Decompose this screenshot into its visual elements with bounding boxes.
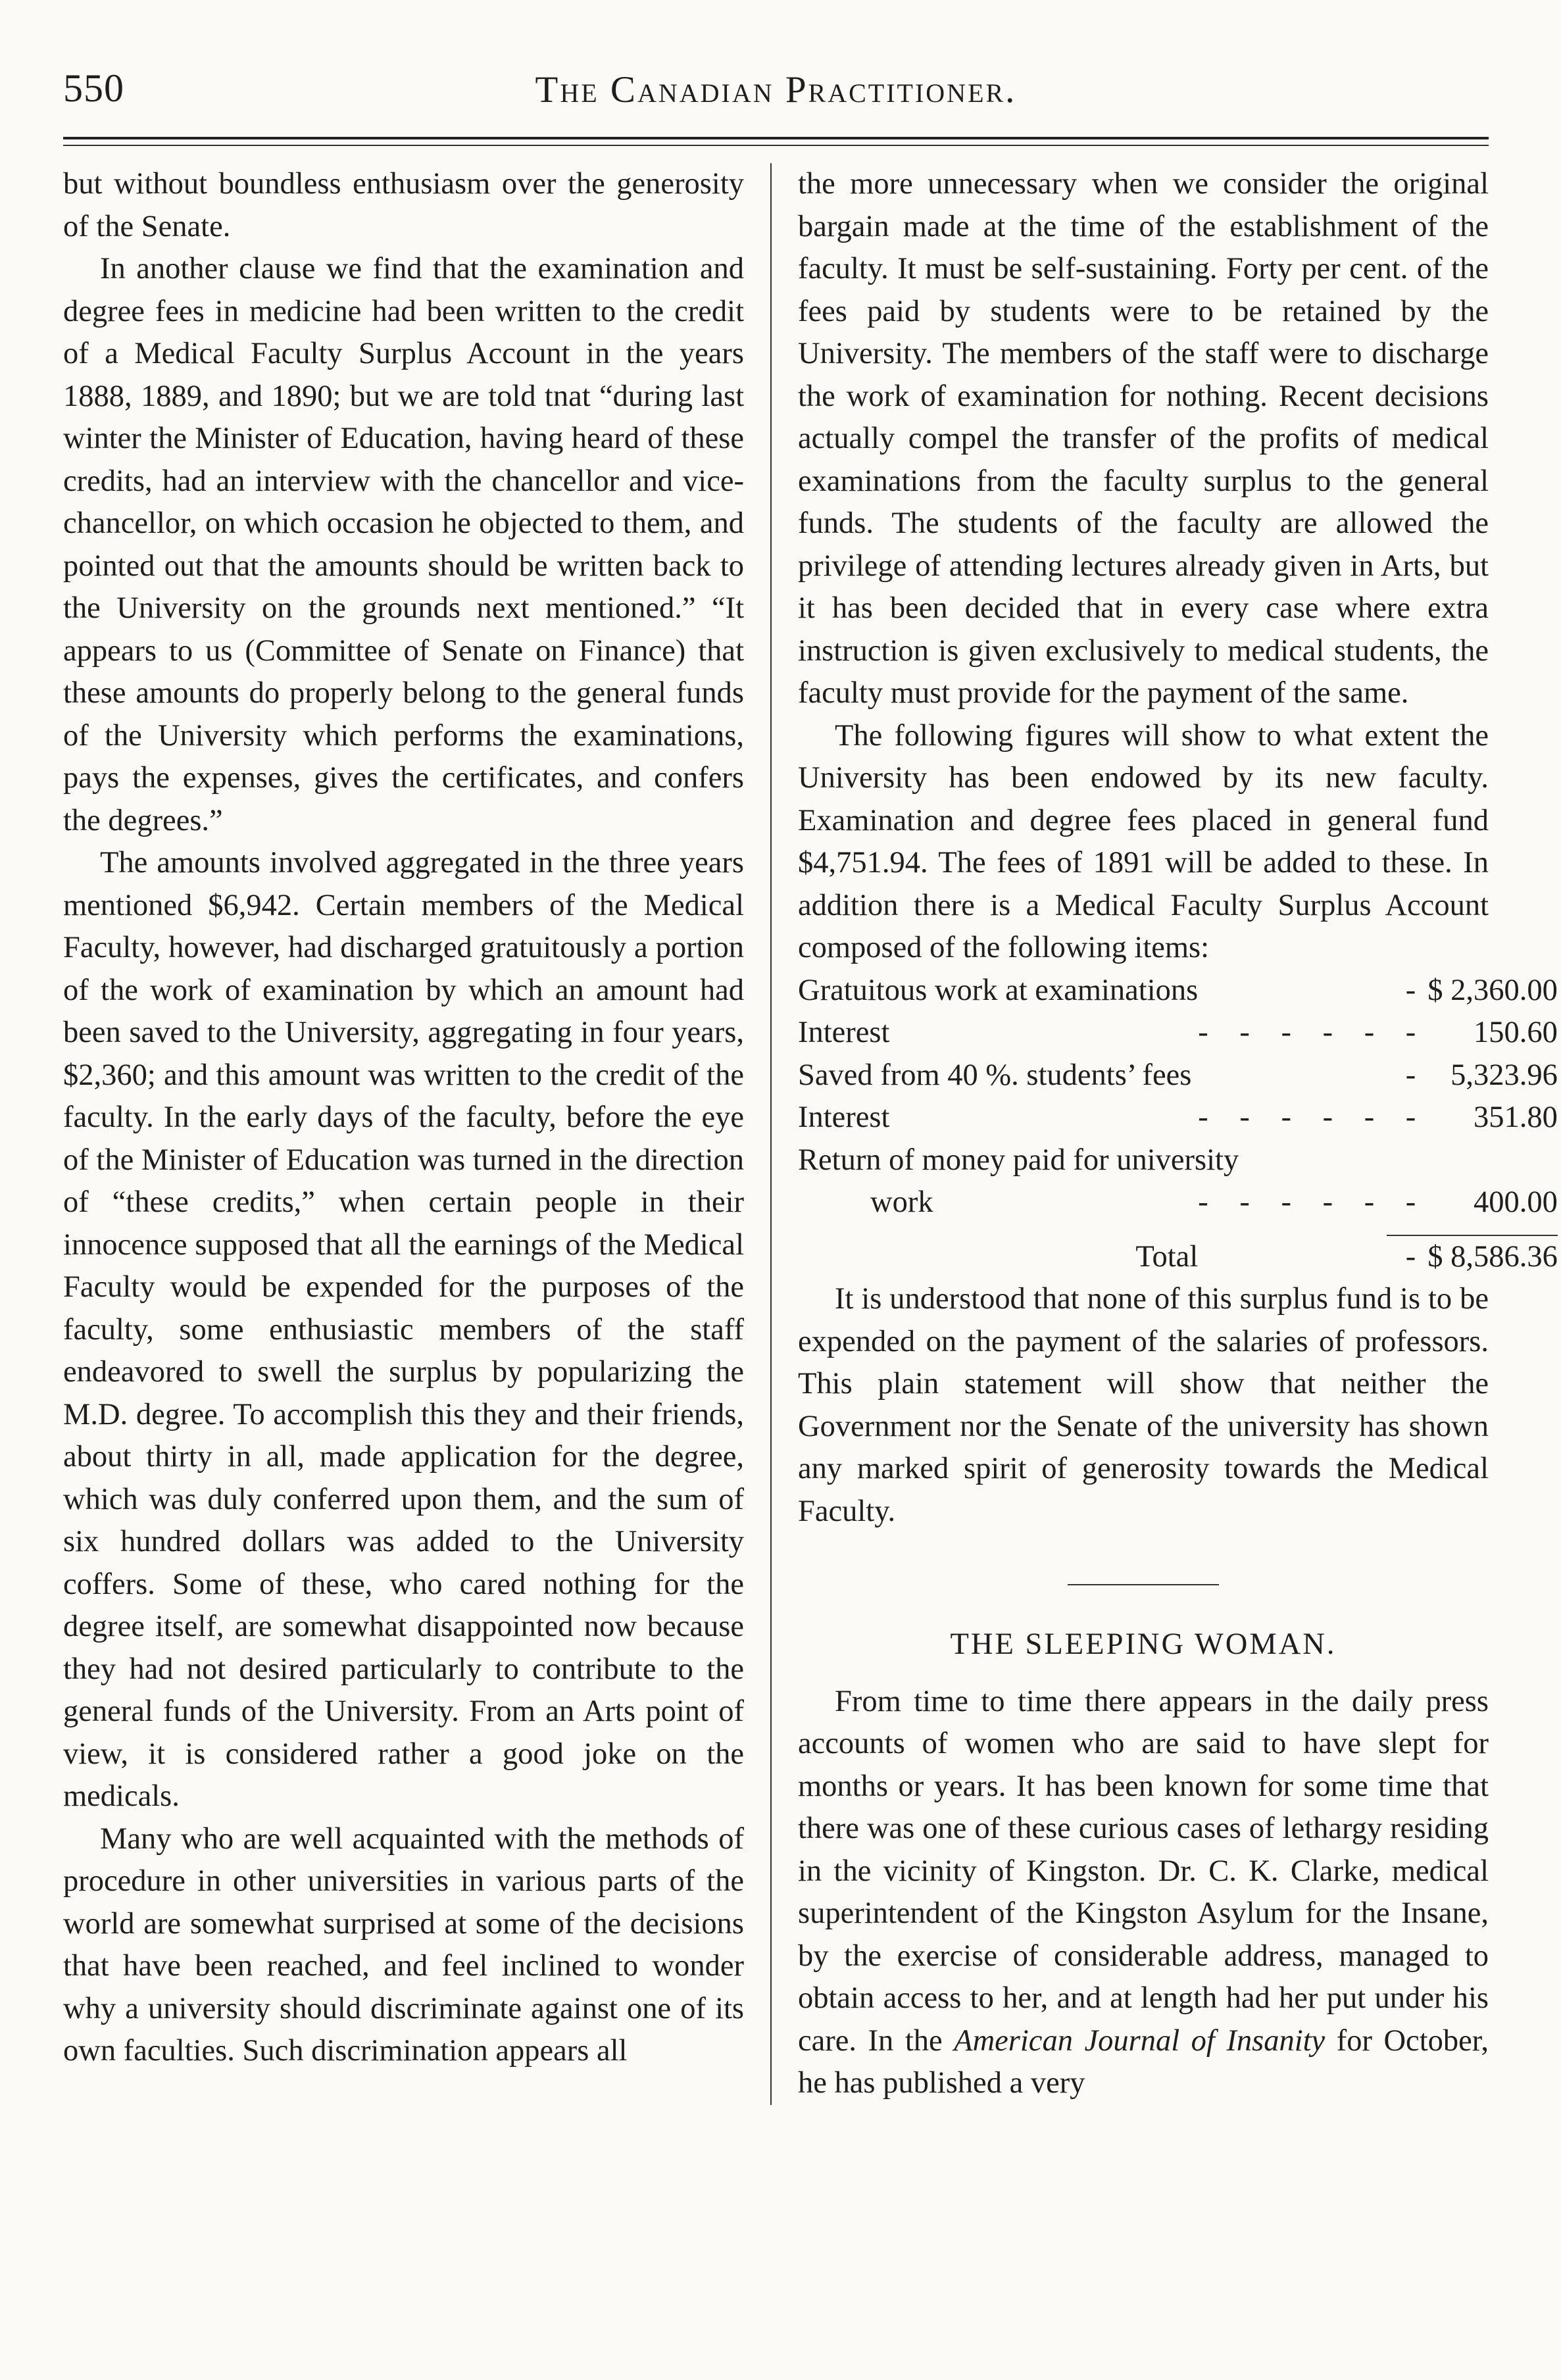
left-column	[63, 163, 744, 2105]
page-header	[63, 66, 1489, 129]
ledger-amount: 150.60	[1474, 1016, 1558, 1049]
ledger-amount: 400.00	[1474, 1185, 1558, 1219]
ledger-row-return-line2	[798, 1181, 1558, 1224]
header-rule	[63, 137, 1489, 139]
journal-title: American Journal of Insanity	[954, 2023, 1326, 2058]
ledger-row	[798, 970, 1558, 1012]
right-paragraph-4	[798, 1681, 1489, 2105]
left-paragraph-4: Many who are well acquainted with the methods of procedure in other universities in various parts of the world are somewhat surprised at some of the decisions that have been reached, and feel inclined to wonder why a university should discriminate against one of its own faculties. Such discrimination appears all	[63, 1822, 744, 2068]
right-column	[798, 163, 1558, 2105]
ledger-dots: - - - - - -	[1198, 1101, 1428, 1134]
ledger-total-label: Total	[1135, 1239, 1199, 1274]
right-paragraph-2: The following figures will show to what extent the University has been endowed by its new faculty. Examination and degree fees placed in general fund $4,751.94. The fees of 1891 will be added to these. In addition there is a Medical Faculty Surplus Account composed of the following items:	[798, 718, 1489, 964]
ledger-total-dash: -	[1405, 1239, 1428, 1274]
surplus-account-table	[798, 970, 1558, 1279]
ledger-label: work	[870, 1185, 933, 1219]
ledger-label: Saved from 40 %. students’ fees	[798, 1058, 1192, 1092]
header-rule-thin	[63, 145, 1489, 146]
ledger-row-return-line1	[798, 1139, 1558, 1182]
ledger-amount: 351.80	[1474, 1101, 1558, 1134]
ledger-amount: $ 2,360.00	[1427, 973, 1558, 1007]
ledger-row	[798, 1012, 1558, 1054]
section-heading: THE SLEEPING WOMAN.	[950, 1627, 1337, 1661]
two-column-body	[63, 163, 1558, 2105]
section-separator-rule	[1068, 1584, 1219, 1585]
left-paragraph-1: but without boundless enthusiasm over the generosity of the Senate.	[63, 167, 744, 243]
ledger-row	[798, 1054, 1558, 1097]
running-title: The Canadian Practitioner.	[535, 69, 1017, 111]
ledger-amount: 5,323.96	[1450, 1058, 1558, 1092]
ledger-dots: -	[1405, 973, 1428, 1007]
ledger-dots: - - - - - -	[1198, 1016, 1428, 1049]
ledger-dots: - - - - - -	[1198, 1185, 1428, 1219]
ledger-total-row	[798, 1236, 1558, 1279]
left-paragraph-2: In another clause we find that the examination and degree fees in medicine had been written to the credit of a Medical Faculty Surplus Account in the years 1888, 1889, and 1890; but we are told tnat “during last winter the Minister of Education, having heard of these credits, had an interview with the chancellor and vice-chancellor, on which occasion he objected to them, and pointed out that the amounts should be written back to the University on the grounds next mentioned.” “It appears to us (Committee of Senate on Finance) that these amounts do properly belong to the general funds of the University which performs the examinations, pays the expenses, gives the certificates, and confers the degrees.”	[63, 252, 744, 837]
ledger-dots: -	[1405, 1058, 1428, 1092]
ledger-row	[798, 1097, 1558, 1139]
left-paragraph-3: The amounts involved aggregated in the three years mentioned $6,942. Certain members of the Medical Faculty, however, had discharged gratuitously a portion of the work of examination by which an amount had been saved to the University, aggregating in four years, $2,360; and this amount was written to the credit of the faculty. In the early days of the faculty, before the eye of the Minister of Education was turned in the direction of “these credits,” when certain people in their innocence supposed that all the earnings of the Medical Faculty would be expended for the purposes of the faculty, some enthusiastic members of the staff endeavored to swell the surplus by popularizing the M.D. degree. To accomplish this they and their friends, about thirty in all, made application for the degree, which was duly conferred upon them, and the sum of six hundred dollars was added to the University coffers. Some of these, who cared nothing for the degree itself, are somewhat disappointed now because they had not desired particularly to contribute to the general funds of the University. From an Arts point of view, it is considered rather a good joke on the medicals.	[63, 846, 744, 1813]
paragraph-4-start: From time to time there appears in the daily press accounts of women who are said to have slept for months or years. It has been known for some time that there was one of these curious cases of lethargy residing in the vicinity of Kingston. Dr. C. K. Clarke, medical superintendent of the Kingston Asylum for the Insane, by the exercise of considerable address, managed to obtain access to her, and at length had her put under his care. In the	[798, 1684, 1489, 2058]
ledger-label: Interest	[798, 1016, 890, 1049]
column-divider	[770, 163, 772, 2105]
paragraph-4-end: for October, he has published a very	[798, 2023, 1489, 2100]
ledger-label: Gratuitous work at examinations	[798, 973, 1199, 1007]
page-number: 550	[63, 66, 124, 110]
total-rule-row	[798, 1224, 1558, 1236]
right-paragraph-3: It is understood that none of this surplus fund is to be expended on the payment of the salaries of professors. This plain statement will show that neither the Government nor the Senate of the university has shown any marked spirit of generosity towards the Medical Faculty.	[798, 1282, 1489, 1528]
ledger-total-amount: $ 8,586.36	[1427, 1239, 1558, 1274]
ledger-label: Interest	[798, 1101, 890, 1134]
ledger-label: Return of money paid for university	[798, 1143, 1239, 1177]
right-paragraph-1: the more unnecessary when we consider the original bargain made at the time of the establishment of the faculty. It must be self-sustaining. Forty per cent. of the fees paid by students were to be retained by the University. The members of the staff were to discharge the work of examination for nothing. Recent decisions actually compel the transfer of the profits of medical examinations from the faculty surplus to the general funds. The students of the faculty are allowed the privilege of attending lectures already given in Arts, but it has been decided that in every case where extra instruction is given exclusively to medical students, the faculty must provide for the payment of the same.	[798, 167, 1489, 710]
